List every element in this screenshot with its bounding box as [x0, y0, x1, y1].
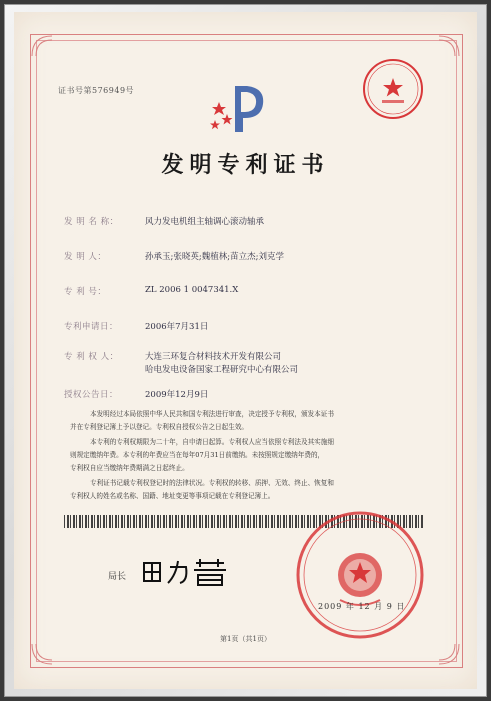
certificate-number: 证书号第576949号	[58, 86, 135, 95]
patent-office-logo	[205, 80, 275, 136]
body-line-5: 专利权自应当缴纳年费期满之日起终止。	[70, 464, 189, 472]
national-ip-office-seal	[295, 510, 425, 640]
field-label-patent-number: 专 利 号：	[64, 287, 107, 297]
page-number: 第1页（共1页）	[220, 635, 271, 643]
corner-ornament-top-right	[437, 34, 461, 58]
body-line-4: 则规定缴纳年费。本专利的年费应当在每年07月31日前缴纳。未按照规定缴纳年费的，	[70, 451, 325, 459]
field-label-filing-date: 专利申请日：	[64, 322, 119, 332]
body-line-6: 专利证书记载专利权登记时的法律状况。专利权的转移、质押、无效、终止、恢复和	[90, 479, 334, 487]
body-line-7: 专利权人的姓名或名称、国籍、地址变更等事项记载在专利登记簿上。	[70, 492, 275, 500]
field-label-grant-date: 授权公告日：	[64, 390, 119, 400]
director-signature	[140, 555, 230, 587]
issue-date: 2009 年 12 月 9 日	[318, 602, 406, 611]
corner-ornament-bottom-left	[30, 642, 54, 666]
field-label-inventors: 发 明 人：	[64, 252, 107, 262]
field-label-patentee: 专 利 权 人：	[64, 352, 119, 362]
body-line-2: 并在专利登记簿上予以登记。专利权自授权公告之日起生效。	[70, 423, 249, 431]
field-value-inventors: 孙承玉;张晓英;魏植林;苗立杰;刘克学	[145, 252, 284, 262]
patent-certificate-seal	[362, 58, 424, 120]
director-label: 局长	[108, 572, 127, 582]
corner-ornament-bottom-right	[437, 642, 461, 666]
field-value-filing-date: 2006年7月31日	[145, 322, 209, 332]
field-label-invention-name: 发 明 名 称：	[64, 217, 119, 227]
body-line-1: 本发明经过本局依照中华人民共和国专利法进行审查，决定授予专利权，颁发本证书	[90, 410, 334, 418]
field-value-patentee-1: 大连三环复合材料技术开发有限公司	[145, 352, 282, 362]
corner-ornament-top-left	[30, 34, 54, 58]
field-value-patentee-2: 哈电发电设备国家工程研究中心有限公司	[145, 365, 299, 375]
field-value-patent-number: ZL 2006 1 0047341.X	[145, 285, 239, 295]
certificate-title: 发明专利证书	[161, 152, 330, 178]
body-line-3: 本专利的专利权期限为二十年，自申请日起算。专利权人应当依照专利法及其实施细	[90, 438, 334, 446]
field-value-grant-date: 2009年12月9日	[145, 390, 209, 400]
field-value-invention-name: 风力发电机组主轴调心滚动轴承	[145, 217, 265, 227]
